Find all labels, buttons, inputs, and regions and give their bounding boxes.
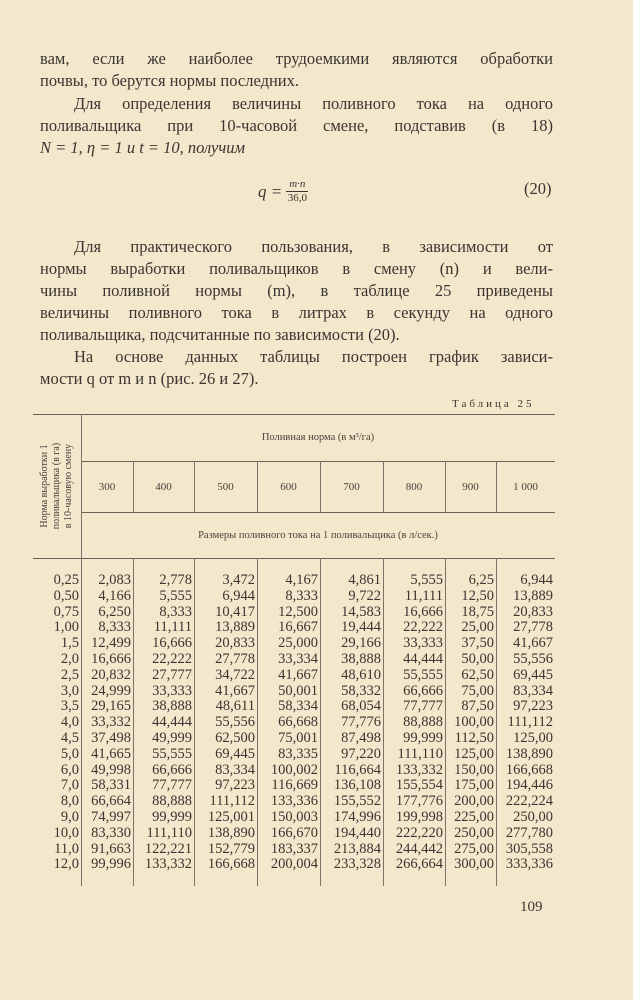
table-cell: 183,337 [270,840,318,857]
table-cell: 6,944 [222,587,255,604]
table-cell: 138,890 [505,745,553,762]
table-cell: 27,777 [152,666,192,683]
table-cell: 222,220 [395,824,443,841]
column-header: 1 000 [513,481,538,493]
table-cell: 275,00 [454,840,494,857]
table-cell: 174,996 [333,809,381,825]
table-cell: 50,00 [461,651,494,667]
text-line: Для определения величины поливного тока на одного [74,94,553,113]
stub-header [33,414,81,558]
table-cell: 55,555 [152,745,192,762]
table-cell: 99,999 [403,730,443,746]
table-cell: 2,083 [98,572,131,588]
table-cell: 37,50 [461,635,494,652]
table-cell: 88,888 [403,714,443,731]
header-rule [81,512,555,513]
table-cell: 112,50 [454,730,494,746]
table-cell: 29,166 [341,635,381,652]
table-cell: 6,25 [468,572,494,588]
table-cell: 100,002 [270,761,318,778]
table-cell: 97,220 [341,745,381,762]
table-cell: 99,999 [152,809,192,825]
row-label: 7,0 [60,777,79,794]
table-cell: 16,667 [278,619,318,636]
table-cell: 266,664 [395,856,443,873]
table-cell: 77,777 [403,698,443,715]
text-line: поливальщика при 10-часовой смене, подставив (в 18) [40,116,553,135]
table-cell: 222,224 [505,793,553,810]
table-cell: 200,004 [270,856,318,873]
row-label: 8,0 [60,793,79,810]
row-label: 4,5 [60,730,79,746]
table-cell: 25,00 [461,619,494,636]
table-cell: 116,664 [334,761,381,778]
table-cell: 27,778 [215,651,255,667]
table-cell: 3,472 [222,572,255,588]
table-cell: 111,110 [397,745,443,762]
text-line: На основе данных таблицы построен график зависи- [74,347,553,366]
table-cell: 75,00 [461,682,494,699]
equation-number: (20) [524,179,552,198]
table-cell: 24,999 [91,682,131,699]
table-cell: 58,332 [341,682,381,699]
table-cell: 16,666 [91,651,131,667]
table-cell: 41,667 [513,635,553,652]
table-cell: 244,442 [395,840,443,857]
column-header: 600 [280,481,297,493]
table-cell: 20,832 [91,666,131,683]
table-cell: 41,667 [278,666,318,683]
column-header: 400 [155,481,172,493]
table-cell: 37,498 [91,730,131,746]
row-label: 0,50 [53,587,79,604]
formula-numerator: m·n [286,178,308,192]
table-top-rule [33,414,555,415]
row-label: 2,0 [60,651,79,667]
column-header: 500 [217,481,234,493]
table-cell: 116,669 [271,777,318,794]
header-rule [81,461,555,462]
table-cell: 75,001 [278,730,318,746]
table-cell: 194,446 [505,777,553,794]
row-label: 4,0 [60,714,79,731]
text-line: Для практического пользования, в зависимости от [74,237,553,256]
table-cell: 194,440 [333,824,381,841]
table-cell: 11,111 [153,619,192,636]
table-cell: 48,610 [341,666,381,683]
table-cell: 58,331 [91,777,131,794]
table-cell: 166,668 [207,856,255,873]
row-label: 11,0 [54,840,79,857]
table-cell: 66,666 [403,682,443,699]
sub-header: Размеры поливного тока на 1 поливальщика (в л/сек.) [198,530,438,541]
table-cell: 48,611 [215,698,255,715]
table-cell: 97,223 [215,777,255,794]
table-cell: 200,00 [454,793,494,810]
column-header: 900 [462,481,479,493]
table-cell: 155,552 [333,793,381,810]
row-label: 9,0 [60,809,79,825]
table-cell: 22,222 [152,651,192,667]
table-cell: 4,861 [348,572,381,588]
table-cell: 44,444 [152,714,192,731]
table-cell: 125,00 [454,745,494,762]
table-cell: 138,890 [207,824,255,841]
row-label: 12,0 [53,856,79,873]
row-label: 0,75 [53,603,79,620]
table-cell: 50,001 [278,682,318,699]
table-cell: 34,722 [215,666,255,683]
column-header: 700 [343,481,360,493]
table-cell: 38,888 [152,698,192,715]
table-cell: 20,833 [513,603,553,620]
table-cell: 33,332 [91,714,131,731]
table-cell: 83,334 [215,761,255,778]
table-cell: 8,333 [159,603,192,620]
table-cell: 41,665 [91,745,131,762]
row-label: 3,5 [60,698,79,715]
table-cell: 16,666 [403,603,443,620]
table-cell: 33,333 [403,635,443,652]
row-label: 3,0 [60,682,79,699]
table-cell: 83,330 [91,824,131,841]
row-label: 1,00 [53,619,79,636]
formula-denominator: 36,0 [287,192,307,204]
table-cell: 250,00 [454,824,494,841]
table-cell: 33,334 [278,651,318,667]
table-cell: 74,997 [91,809,131,825]
table-cell: 166,668 [505,761,553,778]
table-cell: 38,888 [341,651,381,667]
table-cell: 29,165 [91,698,131,715]
table-cell: 25,000 [278,635,318,652]
table-cell: 111,112 [507,714,553,731]
table-cell: 66,666 [152,761,192,778]
table-cell: 69,445 [513,666,553,683]
table-cell: 150,00 [454,761,494,778]
table-cell: 49,998 [91,761,131,778]
table-cell: 77,776 [341,714,381,731]
table-cell: 133,336 [270,793,318,810]
table-cell: 12,50 [461,587,494,604]
table-cell: 33,333 [152,682,192,699]
table-cell: 10,417 [215,603,255,620]
row-label: 2,5 [60,666,79,683]
table-cell: 233,328 [333,856,381,873]
table-cell: 133,332 [395,761,443,778]
table-cell: 2,778 [159,572,192,588]
table-cell: 12,499 [91,635,131,652]
table-cell: 41,667 [215,682,255,699]
text-line: мости q от m и n (рис. 26 и 27). [40,369,259,388]
table-cell: 27,778 [513,619,553,636]
table-cell: 125,00 [513,730,553,746]
table-cell: 100,00 [454,714,494,731]
table-cell: 166,670 [270,824,318,841]
table-caption: Таблица 25 [452,398,535,410]
stub-header-line: Норма выработки 1 [39,444,50,528]
table-cell: 152,779 [207,840,255,857]
table-cell: 5,555 [410,572,443,588]
data-table [33,414,555,886]
stub-header-line: поливальщика (в га) [51,442,62,530]
table-cell: 55,556 [513,651,553,667]
text-line: нормы выработки поливальщиков в смену (n) и вели- [40,259,553,278]
table-cell: 9,722 [348,587,381,604]
table-cell: 87,498 [341,730,381,746]
table-cell: 62,50 [461,666,494,683]
stub-header-line: в 10-часовую смену [63,443,74,529]
table-cell: 18,75 [461,603,494,620]
table-cell: 5,555 [159,587,192,604]
table-cell: 14,583 [341,603,381,620]
text-line: поливальщика, подсчитанные по зависимости (20). [40,325,400,344]
row-label: 0,25 [53,572,79,588]
table-cell: 111,110 [146,824,192,841]
row-label: 6,0 [60,761,79,778]
text-line: чины поливной нормы (m), в таблице 25 приведены [40,281,553,300]
table-cell: 16,666 [152,635,192,652]
table-cell: 300,00 [454,856,494,873]
table-cell: 99,996 [91,856,131,873]
text-line: N = 1, η = 1 и t = 10, получим [40,138,245,157]
table-cell: 12,500 [278,603,318,620]
table-cell: 277,780 [505,824,553,841]
table-cell: 44,444 [403,651,443,667]
table-cell: 83,334 [513,682,553,699]
table-cell: 55,555 [403,666,443,683]
table-cell: 68,054 [341,698,381,715]
table-cell: 19,444 [341,619,381,636]
table-cell: 333,336 [505,856,553,873]
row-label: 1,5 [60,635,79,652]
column-header: 300 [98,481,116,493]
table-cell: 175,00 [454,777,494,794]
table-cell: 199,998 [395,809,443,825]
table-cell: 177,776 [395,793,443,810]
text-line: почвы, то берутся нормы последних. [40,71,299,90]
table-cell: 8,333 [285,587,318,604]
table-cell: 69,445 [215,745,255,762]
table-cell: 250,00 [513,809,553,825]
row-label: 10,0 [53,824,79,841]
table-cell: 111,112 [209,793,255,810]
formula-fraction [286,178,308,205]
table-cell: 305,558 [505,840,553,857]
table-cell: 8,333 [98,619,131,636]
table-cell: 91,663 [91,840,131,857]
table-cell: 136,108 [333,777,381,794]
row-label: 5,0 [60,745,79,762]
table-cell: 125,001 [207,809,255,825]
table-cell: 22,222 [403,619,443,636]
table-cell: 62,500 [215,730,255,746]
table-cell: 87,50 [461,698,494,715]
table-cell: 13,889 [513,587,553,604]
column-header: 800 [405,481,423,493]
table-cell: 11,111 [404,587,443,604]
table-cell: 20,833 [215,635,255,652]
formula-lhs: q = [258,181,283,201]
page-number: 109 [520,899,543,915]
table-cell: 88,888 [152,793,192,810]
table-cell: 77,777 [152,777,192,794]
text-line: вам, если же наиболее трудоемкими являются обработки [40,49,553,68]
table-cell: 66,668 [278,714,318,731]
table-cell: 83,335 [278,745,318,762]
table-cell: 13,889 [215,619,255,636]
table-cell: 155,554 [395,777,443,794]
formula [258,178,308,205]
table-cell: 58,334 [278,698,318,715]
table-cell: 6,250 [98,603,131,620]
table-cell: 4,166 [98,587,131,604]
table-cell: 6,944 [520,572,553,588]
table-cell: 122,221 [144,840,192,857]
table-cell: 213,884 [333,840,381,857]
header-bottom-rule [33,558,555,559]
table-cell: 49,999 [152,730,192,746]
table-cell: 55,556 [215,714,255,731]
table-cell: 150,003 [270,809,318,825]
table-cell: 4,167 [285,572,318,588]
table-cell: 133,332 [144,856,192,873]
table-cell: 66,664 [91,793,131,810]
table-cell: 225,00 [454,809,494,825]
text-line: величины поливного тока в литрах в секунду на одного [40,303,553,322]
table-cell: 97,223 [513,698,553,715]
group-header: Поливная норма (в м³/га) [261,432,375,443]
